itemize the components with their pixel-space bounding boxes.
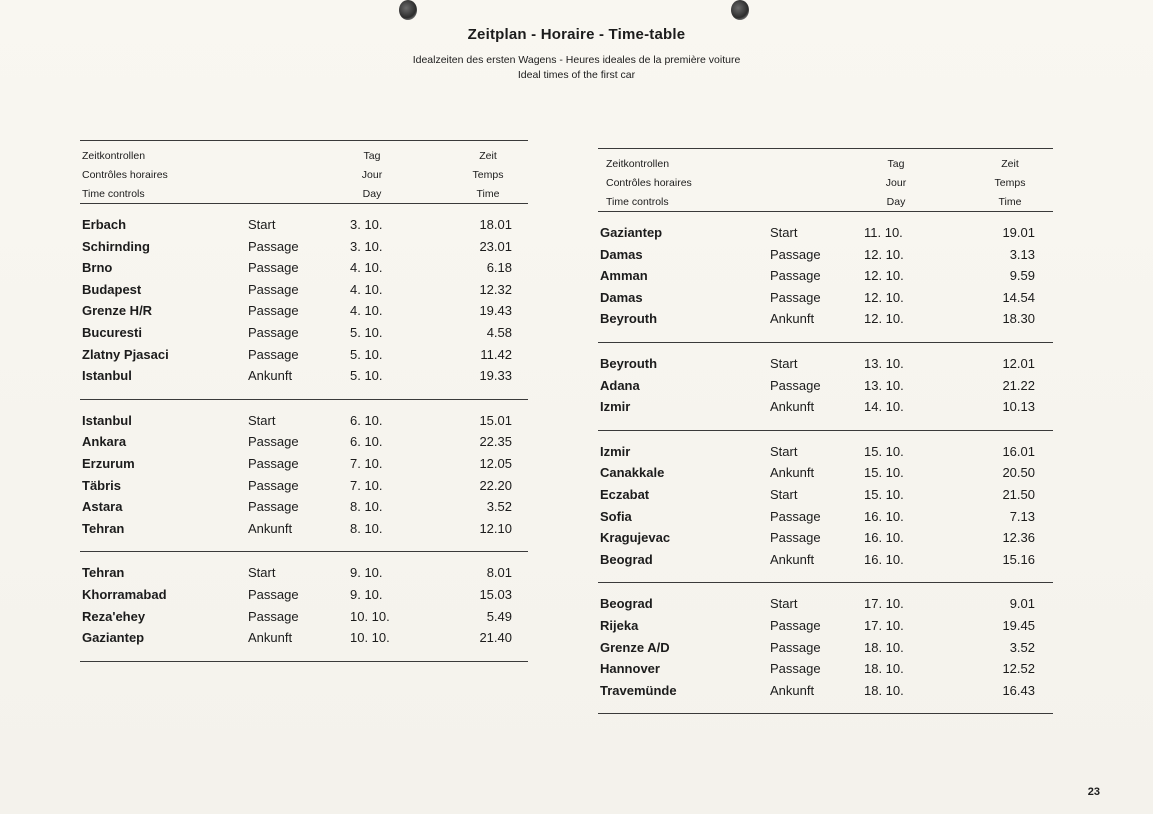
location-name: Kragujevac	[600, 530, 671, 546]
table-row	[80, 410, 528, 432]
table-row	[80, 279, 528, 301]
control-type: Passage	[248, 477, 299, 493]
control-type: Passage	[248, 499, 299, 515]
location-name: Rijeka	[600, 617, 639, 633]
table-row	[80, 475, 528, 497]
table-row	[80, 214, 528, 236]
day-value: 4. 10.	[350, 260, 383, 276]
day-value: 5. 10.	[350, 346, 383, 362]
time-value: 12.32	[479, 281, 512, 297]
header-label-en: Day	[886, 196, 906, 208]
location-name: Gaziantep	[82, 630, 145, 646]
control-type: Ankunft	[248, 630, 293, 646]
day-value: 18. 10.	[864, 661, 904, 677]
control-type: Ankunft	[770, 682, 815, 698]
control-type: Passage	[248, 455, 299, 471]
location-name: Erbach	[82, 217, 127, 232]
time-value: 12.01	[1002, 355, 1035, 371]
table-row	[80, 518, 528, 540]
control-type: Ankunft	[770, 399, 815, 415]
day-value: 7. 10.	[350, 455, 383, 471]
table-row	[80, 257, 528, 279]
subtitle-line-1: Idealzeiten des ersten Wagens - Heures ideales de la première voiture	[412, 54, 741, 66]
day-value: 11. 10.	[864, 225, 903, 240]
location-name: Istanbul	[82, 368, 132, 384]
time-value: 10.13	[1002, 399, 1035, 415]
day-value: 4. 10.	[350, 303, 383, 319]
table-row	[598, 396, 1053, 418]
header-label-en: Day	[362, 188, 382, 200]
header-label-de: Zeit	[1001, 158, 1019, 170]
table-row	[80, 453, 528, 475]
table-row	[598, 353, 1053, 375]
location-name: Beograd	[600, 551, 653, 567]
time-value: 12.05	[479, 455, 512, 471]
location-name: Amman	[600, 268, 648, 284]
table-row	[598, 615, 1053, 637]
location-name: Beograd	[600, 596, 653, 612]
location-name: Tehran	[82, 565, 125, 581]
day-value: 6. 10.	[350, 434, 383, 450]
table-row	[598, 244, 1053, 266]
header-label-en: Time controls	[82, 188, 145, 200]
table-row	[598, 441, 1053, 463]
control-type: Ankunft	[770, 465, 815, 481]
time-value: 20.50	[1002, 465, 1035, 481]
header-label-fr: Temps	[472, 169, 504, 181]
control-type: Ankunft	[248, 520, 293, 536]
control-type: Ankunft	[248, 368, 293, 384]
table-row	[80, 431, 528, 453]
control-type: Passage	[248, 586, 299, 602]
header-label-en: Time	[476, 188, 500, 200]
day-value: 12. 10.	[864, 246, 904, 262]
location-name: Travemünde	[600, 682, 677, 698]
day-value: 16. 10.	[864, 508, 904, 524]
day-value: 8. 10.	[350, 520, 383, 536]
day-value: 18. 10.	[864, 639, 904, 655]
location-name: Ankara	[82, 434, 127, 450]
control-type: Passage	[248, 434, 299, 450]
header-label-fr: Jour	[885, 177, 907, 189]
time-value: 21.22	[1002, 377, 1035, 393]
day-value: 3. 10.	[350, 217, 383, 232]
table-row	[80, 606, 528, 628]
binder-hole	[731, 0, 749, 20]
location-name: Reza'ehey	[82, 608, 146, 624]
location-name: Täbris	[82, 477, 122, 493]
table-row	[80, 562, 528, 584]
group-divider	[80, 661, 528, 662]
table-row	[80, 365, 528, 387]
table-header	[598, 149, 1053, 211]
binder-hole	[399, 0, 417, 20]
location-name: Grenze H/R	[82, 303, 153, 319]
header-label-fr: Contrôles horaires	[606, 177, 692, 189]
day-value: 15. 10.	[864, 443, 904, 459]
location-name: Astara	[82, 499, 123, 515]
header-label-de: Zeit	[479, 150, 497, 162]
timetable-right-body	[598, 212, 1053, 714]
header-label-fr: Temps	[994, 177, 1026, 189]
time-value: 19.01	[1002, 225, 1035, 240]
day-value: 4. 10.	[350, 281, 383, 297]
location-name: Beyrouth	[600, 311, 658, 327]
location-name: Zlatny Pjasaci	[82, 346, 169, 362]
location-name: Tehran	[82, 520, 125, 536]
table-row	[598, 287, 1053, 309]
control-type: Passage	[248, 281, 299, 297]
control-type: Start	[248, 217, 276, 232]
day-value: 8. 10.	[350, 499, 383, 515]
table-row	[598, 527, 1053, 549]
time-value: 5.49	[486, 608, 512, 624]
time-value: 22.35	[479, 434, 512, 450]
day-value: 10. 10.	[350, 608, 390, 624]
table-row	[80, 236, 528, 258]
day-value: 10. 10.	[350, 630, 390, 646]
col-time-header	[466, 147, 510, 204]
col-day-header	[876, 155, 916, 212]
location-name: Izmir	[600, 443, 631, 459]
header-label-de: Zeitkontrollen	[606, 158, 670, 170]
time-value: 23.01	[479, 238, 512, 254]
timetable-left	[80, 140, 528, 662]
day-value: 9. 10.	[350, 586, 383, 602]
control-type: Start	[248, 565, 276, 581]
day-value: 6. 10.	[350, 412, 383, 428]
control-type: Passage	[770, 617, 821, 633]
page-title: Zeitplan - Horaire - Time-table	[467, 26, 686, 43]
time-value: 16.43	[1002, 682, 1035, 698]
day-value: 15. 10.	[864, 465, 904, 481]
time-value: 12.36	[1002, 530, 1035, 546]
table-row	[598, 222, 1053, 244]
stage-group	[80, 204, 528, 399]
table-row	[80, 584, 528, 606]
day-value: 17. 10.	[864, 617, 904, 633]
header-label-en: Time	[998, 196, 1022, 208]
control-type: Passage	[770, 246, 821, 262]
control-type: Passage	[248, 238, 299, 254]
location-name: Canakkale	[600, 465, 665, 481]
location-name: Gaziantep	[600, 225, 663, 240]
control-type: Passage	[248, 324, 299, 340]
subtitle-line-2: Ideal times of the first car	[517, 69, 636, 81]
location-name: Khorramabad	[82, 586, 167, 602]
control-type: Passage	[770, 639, 821, 655]
time-value: 3.52	[1009, 639, 1035, 655]
col-controls-header	[606, 155, 692, 212]
location-name: Istanbul	[82, 412, 132, 428]
control-type: Passage	[248, 608, 299, 624]
timetable-right	[598, 148, 1053, 714]
table-row	[598, 506, 1053, 528]
location-name: Erzurum	[82, 455, 135, 471]
header-label-en: Time controls	[606, 196, 669, 208]
location-name: Grenze A/D	[600, 639, 670, 655]
table-row	[598, 484, 1053, 506]
day-value: 13. 10.	[864, 355, 904, 371]
location-name: Hannover	[600, 661, 660, 677]
control-type: Passage	[770, 289, 821, 305]
col-day-header	[352, 147, 392, 204]
location-name: Budapest	[82, 281, 142, 297]
location-name: Damas	[600, 246, 643, 262]
time-value: 7.13	[1009, 508, 1035, 524]
header-label-de: Tag	[887, 158, 905, 170]
table-row	[598, 549, 1053, 571]
control-type: Start	[770, 225, 798, 240]
time-value: 4.58	[486, 324, 512, 340]
time-value: 12.52	[1002, 661, 1035, 677]
header-label-fr: Contrôles horaires	[82, 169, 168, 181]
stage-group	[80, 400, 528, 552]
control-type: Passage	[770, 268, 821, 284]
time-value: 15.01	[479, 412, 512, 428]
location-name: Damas	[600, 289, 643, 305]
time-value: 3.13	[1009, 246, 1035, 262]
control-type: Passage	[770, 661, 821, 677]
control-type: Ankunft	[770, 311, 815, 327]
control-type: Passage	[248, 346, 299, 362]
stage-group	[598, 343, 1053, 430]
day-value: 12. 10.	[864, 311, 904, 327]
day-value: 5. 10.	[350, 324, 383, 340]
time-value: 22.20	[479, 477, 512, 493]
table-row	[598, 265, 1053, 287]
time-value: 19.33	[479, 368, 512, 384]
location-name: Brno	[82, 260, 113, 276]
header-label-de: Zeitkontrollen	[82, 150, 146, 162]
day-value: 3. 10.	[350, 238, 383, 254]
day-value: 17. 10.	[864, 596, 904, 612]
day-value: 14. 10.	[864, 399, 904, 415]
location-name: Sofia	[600, 508, 632, 524]
time-value: 3.52	[486, 499, 512, 515]
control-type: Start	[248, 412, 276, 428]
time-value: 11.42	[480, 346, 512, 362]
control-type: Passage	[770, 377, 821, 393]
time-value: 9.01	[1009, 596, 1035, 612]
table-row	[598, 658, 1053, 680]
control-type: Passage	[248, 303, 299, 319]
day-value: 9. 10.	[350, 565, 383, 581]
day-value: 5. 10.	[350, 368, 383, 384]
day-value: 18. 10.	[864, 682, 904, 698]
col-time-header	[988, 155, 1032, 212]
control-type: Ankunft	[770, 551, 815, 567]
table-row	[80, 344, 528, 366]
time-value: 6.18	[486, 260, 512, 276]
stage-group	[598, 431, 1053, 583]
day-value: 16. 10.	[864, 530, 904, 546]
control-type: Passage	[770, 508, 821, 524]
control-type: Start	[770, 596, 798, 612]
table-row	[598, 637, 1053, 659]
time-value: 8.01	[486, 565, 512, 581]
stage-group	[80, 552, 528, 660]
time-value: 21.40	[479, 630, 512, 646]
table-header	[80, 141, 528, 203]
location-name: Beyrouth	[600, 355, 658, 371]
stage-group	[598, 212, 1053, 342]
table-row	[80, 322, 528, 344]
control-type: Passage	[770, 530, 821, 546]
table-row	[80, 627, 528, 649]
time-value: 18.30	[1002, 311, 1035, 327]
table-row	[598, 375, 1053, 397]
time-value: 16.01	[1002, 443, 1035, 459]
table-row	[598, 308, 1053, 330]
page-number: 23	[1087, 786, 1100, 798]
col-controls-header	[82, 147, 168, 204]
time-value: 12.10	[479, 520, 512, 536]
table-row	[598, 680, 1053, 702]
time-value: 15.16	[1002, 551, 1035, 567]
day-value: 16. 10.	[864, 551, 904, 567]
time-value: 21.50	[1002, 486, 1035, 502]
table-row	[598, 593, 1053, 615]
day-value: 7. 10.	[350, 477, 383, 493]
timetable-left-body	[80, 204, 528, 662]
time-value: 9.59	[1009, 268, 1035, 284]
location-name: Eczabat	[600, 486, 650, 502]
control-type: Start	[770, 355, 798, 371]
day-value: 12. 10.	[864, 289, 904, 305]
stage-group	[598, 583, 1053, 713]
time-value: 18.01	[479, 217, 512, 232]
location-name: Izmir	[600, 399, 631, 415]
location-name: Bucuresti	[82, 324, 142, 340]
control-type: Start	[770, 486, 798, 502]
day-value: 13. 10.	[864, 377, 904, 393]
table-row	[598, 462, 1053, 484]
location-name: Schirnding	[82, 238, 150, 254]
location-name: Adana	[600, 377, 640, 393]
time-value: 15.03	[479, 586, 512, 602]
time-value: 19.45	[1002, 617, 1035, 633]
group-divider	[598, 713, 1053, 714]
header-label-fr: Jour	[361, 169, 383, 181]
day-value: 15. 10.	[864, 486, 904, 502]
table-row	[80, 496, 528, 518]
header-label-de: Tag	[363, 150, 381, 162]
control-type: Start	[770, 443, 798, 459]
day-value: 12. 10.	[864, 268, 904, 284]
control-type: Passage	[248, 260, 299, 276]
time-value: 19.43	[479, 303, 512, 319]
table-row	[80, 300, 528, 322]
time-value: 14.54	[1002, 289, 1035, 305]
